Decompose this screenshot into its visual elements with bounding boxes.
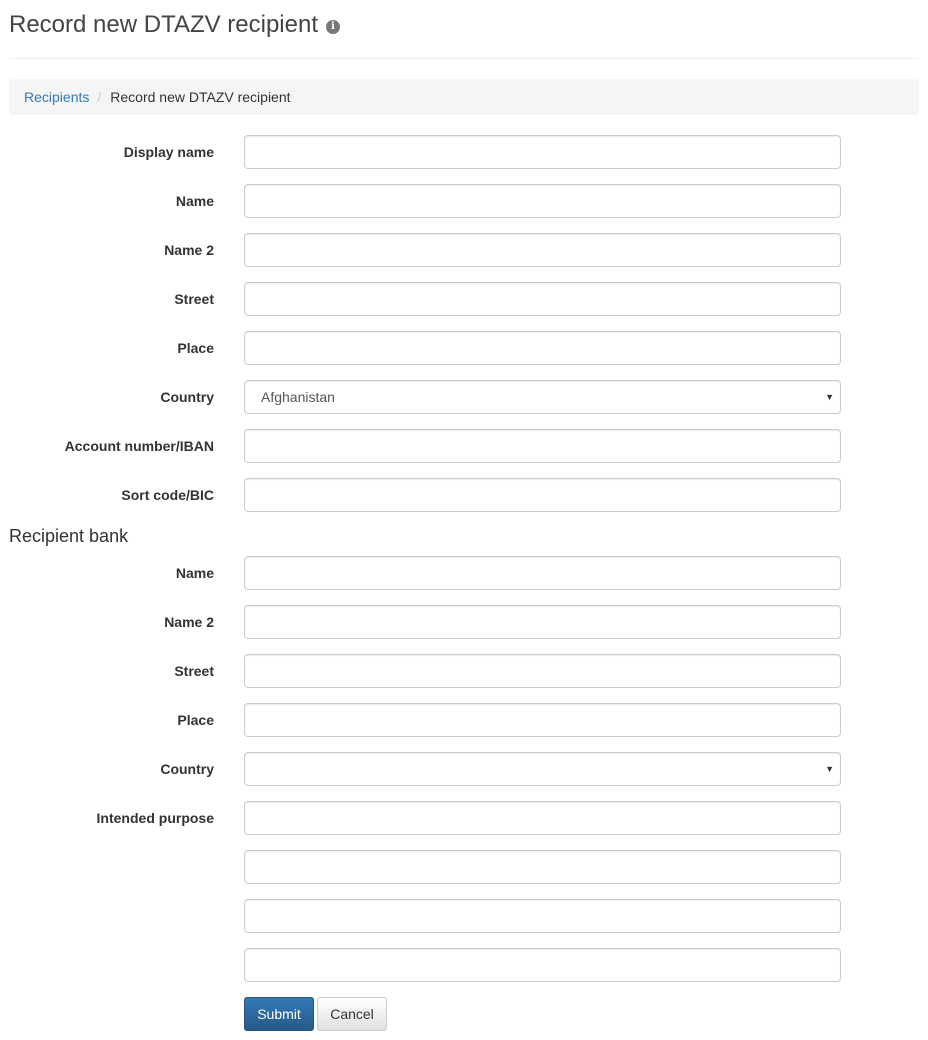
name-label: Name [175,193,214,209]
page-header [9,10,919,59]
display-name-input[interactable] [244,135,841,169]
account-input[interactable] [244,429,841,463]
form-row-name2 [0,233,928,267]
purpose-input-2[interactable] [244,850,841,884]
bank-street-label: Street [174,663,214,679]
chevron-down-icon: ▼ [825,392,834,402]
country-select[interactable] [244,380,841,414]
breadcrumb-separator: / [97,89,102,105]
breadcrumb-link-recipients[interactable]: Recipients [24,89,90,105]
bank-place-label: Place [177,712,214,728]
name2-label: Name 2 [164,242,214,258]
bank-place-input[interactable] [244,703,841,737]
form-row-street [0,282,928,316]
bank-name-input[interactable] [244,556,841,590]
form-row-country [0,380,928,414]
breadcrumb-current: Record new DTAZV recipient [110,89,291,105]
purpose-label: Intended purpose [96,810,214,826]
purpose-input-3[interactable] [244,899,841,933]
form-row-bank-country [0,752,928,786]
form-row-purpose-4 [0,948,928,982]
bank-country-label: Country [160,761,214,777]
form-row-purpose-1 [0,801,928,835]
purpose-input-4[interactable] [244,948,841,982]
bank-country-select[interactable] [244,752,841,786]
place-label: Place [177,340,214,356]
form-row-purpose-2 [0,850,928,884]
form-row-purpose-3 [0,899,928,933]
street-label: Street [174,291,214,307]
country-label: Country [160,389,214,405]
form-row-place [0,331,928,365]
bank-name2-label: Name 2 [164,614,214,630]
form-row-bank-place [0,703,928,737]
purpose-input-1[interactable] [244,801,841,835]
name-input[interactable] [244,184,841,218]
form-row-display-name [0,135,928,169]
country-selected-value: Afghanistan [261,389,335,405]
recipient-bank-heading: Recipient bank [9,526,129,546]
form-row-name [0,184,928,218]
account-label: Account number/IBAN [64,438,214,454]
chevron-down-icon: ▼ [825,764,834,774]
bank-name-label: Name [175,565,214,581]
form-row-sort-code [0,478,928,512]
form-row-bank-street [0,654,928,688]
form-row-bank-name2 [0,605,928,639]
bank-street-input[interactable] [244,654,841,688]
form-row-account [0,429,928,463]
form-row-bank-name [0,556,928,590]
name2-input[interactable] [244,233,841,267]
breadcrumb [9,79,919,115]
sort-code-label: Sort code/BIC [121,487,214,503]
bank-name2-input[interactable] [244,605,841,639]
page-title: Record new DTAZV recipient [9,11,318,38]
place-input[interactable] [244,331,841,365]
cancel-button[interactable]: Cancel [317,997,387,1031]
street-input[interactable] [244,282,841,316]
display-name-label: Display name [123,144,214,160]
info-circle-icon[interactable]: i [326,20,340,34]
sort-code-input[interactable] [244,478,841,512]
submit-button[interactable]: Submit [244,997,314,1031]
